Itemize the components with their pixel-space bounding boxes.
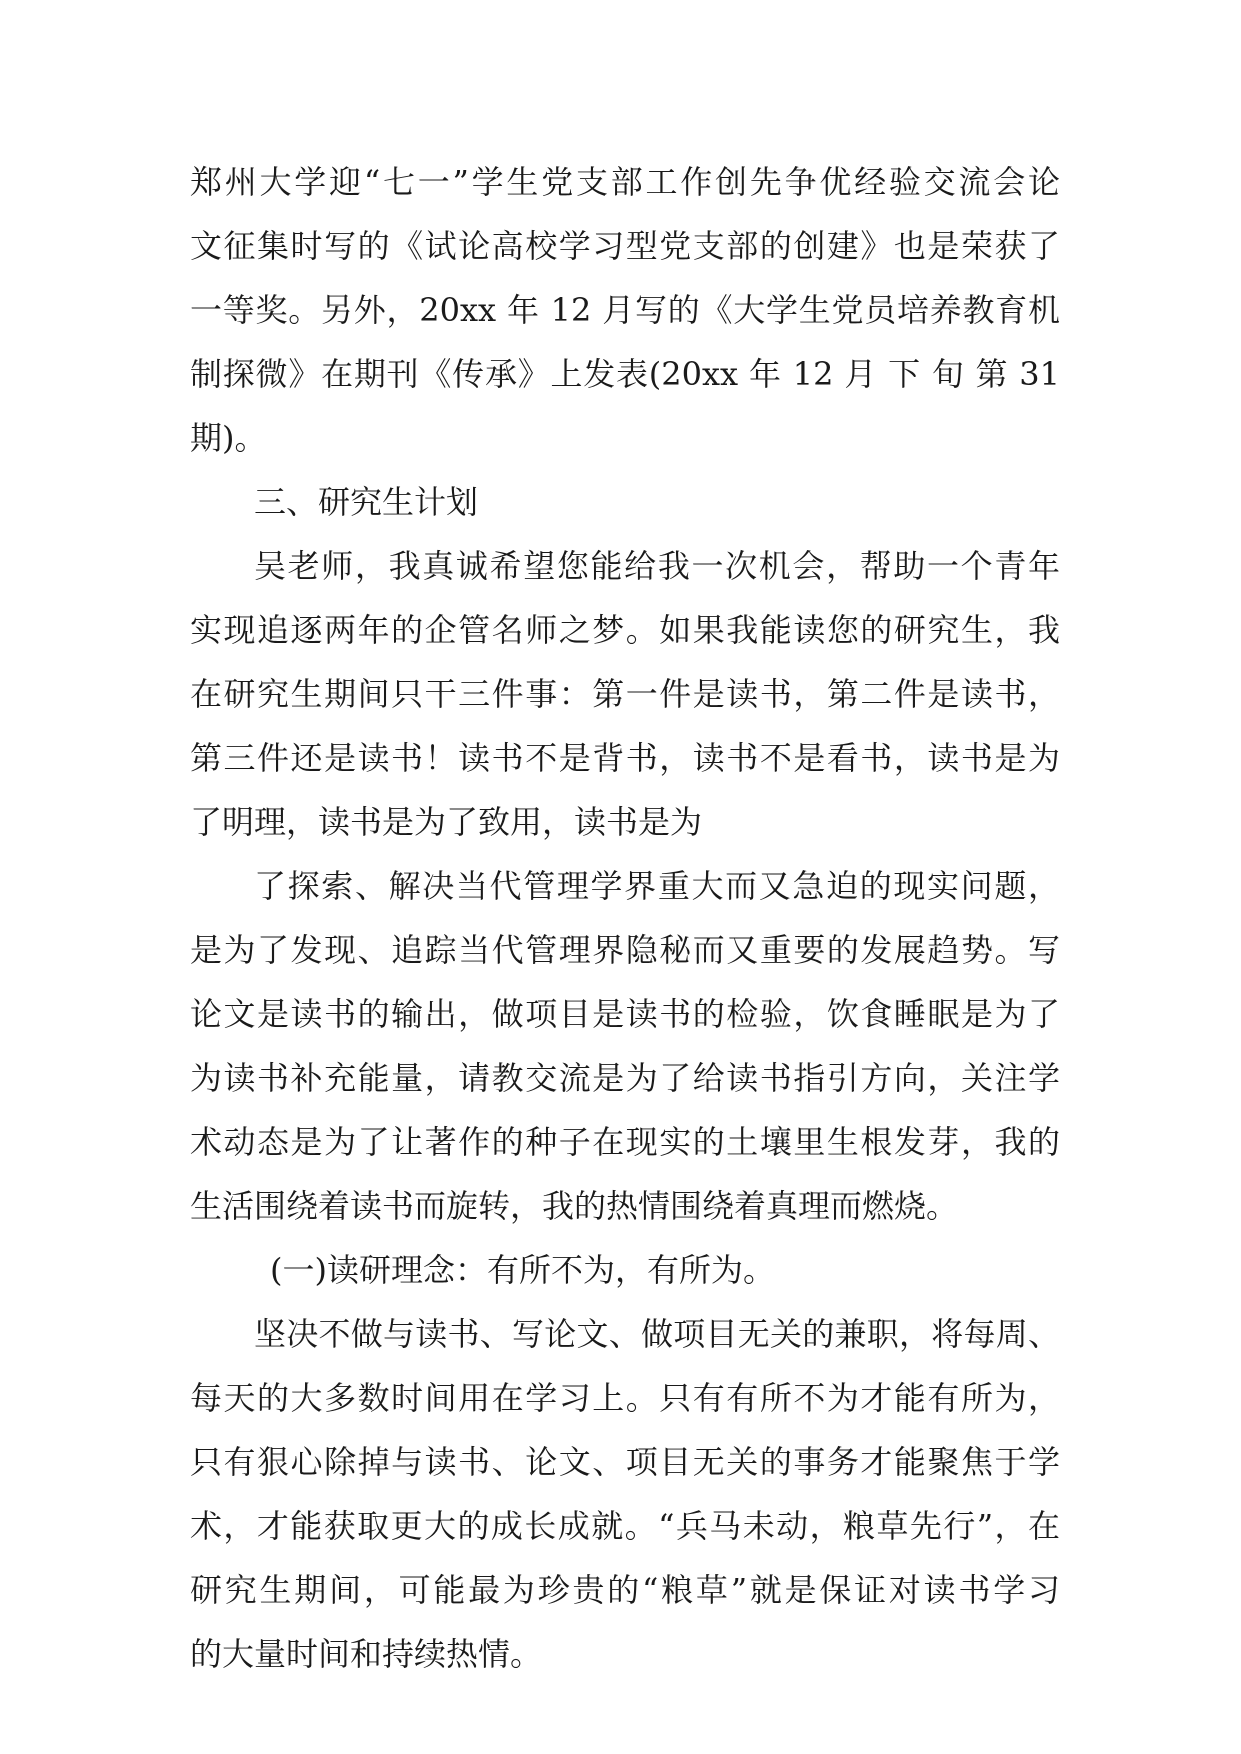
text-line: 在研究生期间只干三件事：第一件是读书，第二件是读书， — [190, 675, 1060, 713]
text-line: 郑州大学迎“七一”学生党支部工作创先争优经验交流会论 — [190, 163, 1060, 201]
text-line: 是为了发现、追踪当代管理界隐秘而又重要的发展趋势。写 — [190, 931, 1060, 969]
subsection-heading: (一)读研理念：有所不为，有所为。 — [270, 1251, 775, 1289]
text-line: 了明理，读书是为了致用，读书是为 — [190, 803, 703, 841]
section-heading: 三、研究生计划 — [254, 483, 479, 521]
text-line: 实现追逐两年的企管名师之梦。如果我能读您的研究生，我 — [190, 611, 1060, 649]
text-line: 只有狠心除掉与读书、论文、项目无关的事务才能聚焦于学 — [190, 1443, 1060, 1481]
document-body — [190, 150, 1060, 1686]
text-line: 研究生期间，可能最为珍贵的“粮草”就是保证对读书学习 — [190, 1571, 1060, 1609]
text-line: 第三件还是读书！读书不是背书，读书不是看书，读书是为 — [190, 739, 1060, 777]
text-line: 生活围绕着读书而旋转，我的热情围绕着真理而燃烧。 — [190, 1187, 959, 1225]
text-line: 论文是读书的输出，做项目是读书的检验，饮食睡眠是为了 — [190, 995, 1060, 1033]
text-line: 每天的大多数时间用在学习上。只有有所不为才能有所为， — [190, 1379, 1060, 1417]
text-line: 术，才能获取更大的成长成就。“兵马未动，粮草先行”，在 — [190, 1507, 1060, 1545]
text-line: 术动态是为了让著作的种子在现实的土壤里生根发芽，我的 — [190, 1123, 1060, 1161]
text-line: 吴老师，我真诚希望您能给我一次机会，帮助一个青年 — [254, 547, 1060, 585]
text-line: 期)。 — [190, 419, 267, 457]
text-line: 一等奖。另外，20xx 年 12 月写的《大学生党员培养教育机 — [190, 291, 1060, 329]
text-line: 的大量时间和持续热情。 — [190, 1635, 543, 1673]
text-line: 了探索、解决当代管理学界重大而又急迫的现实问题， — [254, 867, 1060, 905]
text-line: 文征集时写的《试论高校学习型党支部的创建》也是荣获了 — [190, 227, 1060, 265]
text-line: 为读书补充能量，请教交流是为了给读书指引方向，关注学 — [190, 1059, 1060, 1097]
text-line: 坚决不做与读书、写论文、做项目无关的兼职，将每周、 — [254, 1315, 1060, 1353]
text-line: 制探微》在期刊《传承》上发表(20xx 年 12 月 下 旬 第 31 — [190, 355, 1060, 393]
